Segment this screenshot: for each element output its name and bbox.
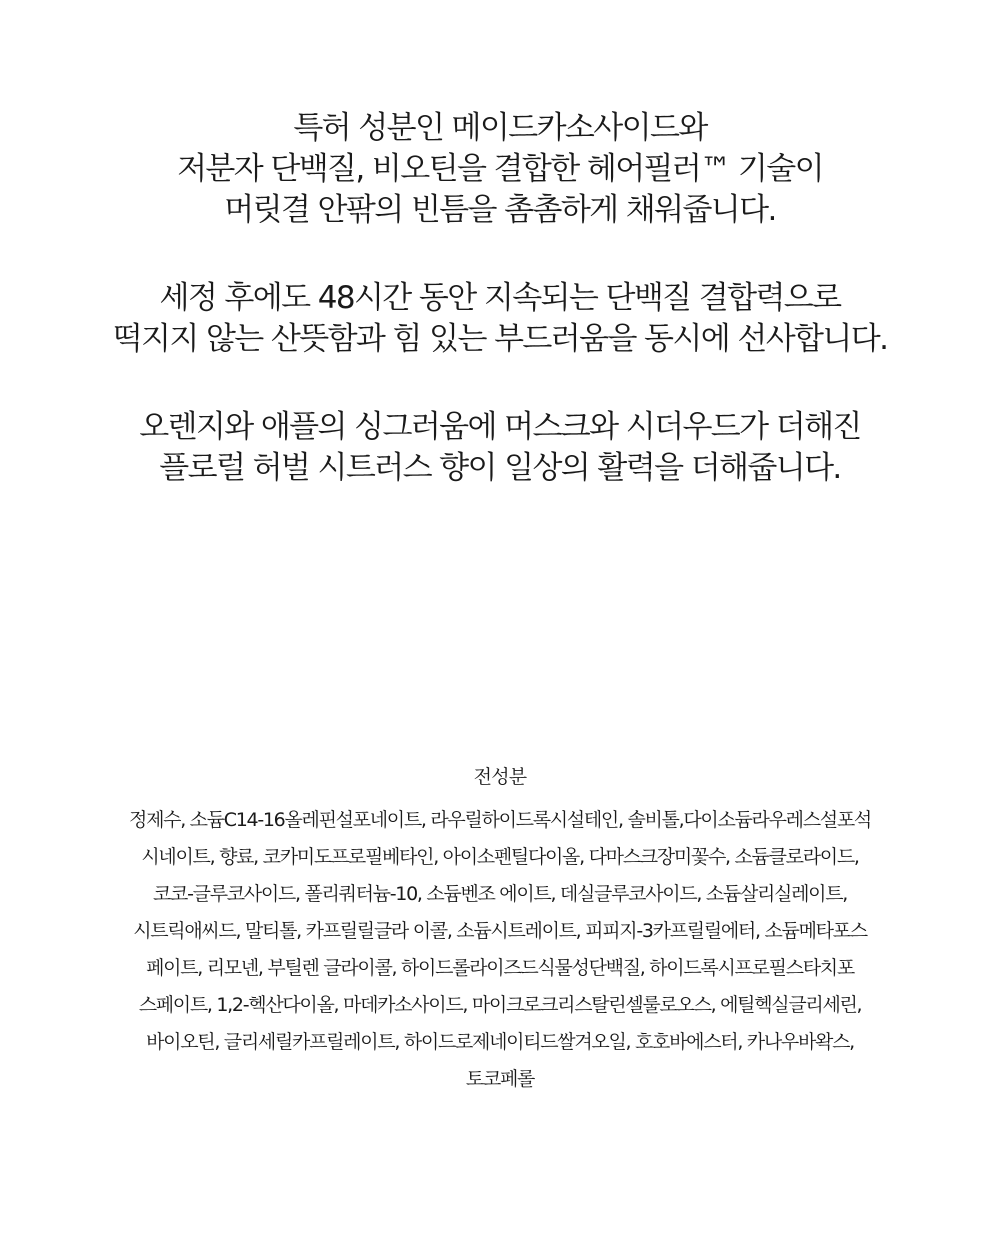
ingredients-section bbox=[0, 764, 1000, 1098]
ingredients-line: 시트릭애씨드, 말티톨, 카프릴릴글라 이콜, 소듐시트레이트, 피피지-3카프릴릴에터, 소듐메타포스 bbox=[133, 920, 867, 942]
description-paragraph-2 bbox=[0, 278, 1000, 360]
ingredients-line: 코코-글루코사이드, 폴리쿼터늄-10, 소듐벤조 에이트, 데실글루코사이드, 소듐살리실레이트, bbox=[152, 883, 848, 905]
ingredients-line: 정제수, 소듐C14-16올레핀설포네이트, 라우릴하이드록시설테인, 솔비톨,다이소듐라우레스설포석 bbox=[129, 809, 871, 831]
description-line: 저분자 단백질, 비오틴을 결합한 헤어필러™ 기술이 bbox=[177, 151, 823, 187]
description-paragraph-1 bbox=[0, 108, 1000, 231]
ingredients-line: 바이오틴, 글리세릴카프릴레이트, 하이드로제네이티드쌀겨오일, 호호바에스터, 카나우바왁스, bbox=[146, 1031, 854, 1053]
description-line: 특허 성분인 메이드카소사이드와 bbox=[293, 110, 707, 146]
description-paragraph-3 bbox=[0, 407, 1000, 489]
ingredients-title: 전성분 bbox=[473, 766, 527, 788]
ingredients-line: 토코페롤 bbox=[465, 1068, 535, 1090]
ingredients-line: 스페이트, 1,2-헥산다이올, 마데카소사이드, 마이크로크리스탈린셀룰로오스, 에틸헥실글리세린, bbox=[138, 994, 862, 1016]
description-line: 플로럴 허벌 시트러스 향이 일상의 활력을 더해줍니다. bbox=[159, 450, 841, 486]
ingredients-line: 페이트, 리모넨, 부틸렌 글라이콜, 하이드롤라이즈드식물성단백질, 하이드록시프로필스타치포 bbox=[146, 957, 854, 979]
description-line: 떡지지 않는 산뜻함과 힘 있는 부드러움을 동시에 선사합니다. bbox=[112, 321, 888, 357]
description-line: 세정 후에도 48시간 동안 지속되는 단백질 결합력으로 bbox=[159, 280, 841, 316]
description-line: 오렌지와 애플의 싱그러움에 머스크와 시더우드가 더해진 bbox=[139, 409, 861, 445]
product-description bbox=[0, 108, 1000, 536]
description-line: 머릿결 안팎의 빈틈을 촘촘하게 채워줍니다. bbox=[224, 192, 776, 228]
ingredients-line: 시네이트, 향료, 코카미도프로필베타인, 아이소펜틸다이올, 다마스크장미꽃수, 소듐클로라이드, bbox=[141, 846, 859, 868]
